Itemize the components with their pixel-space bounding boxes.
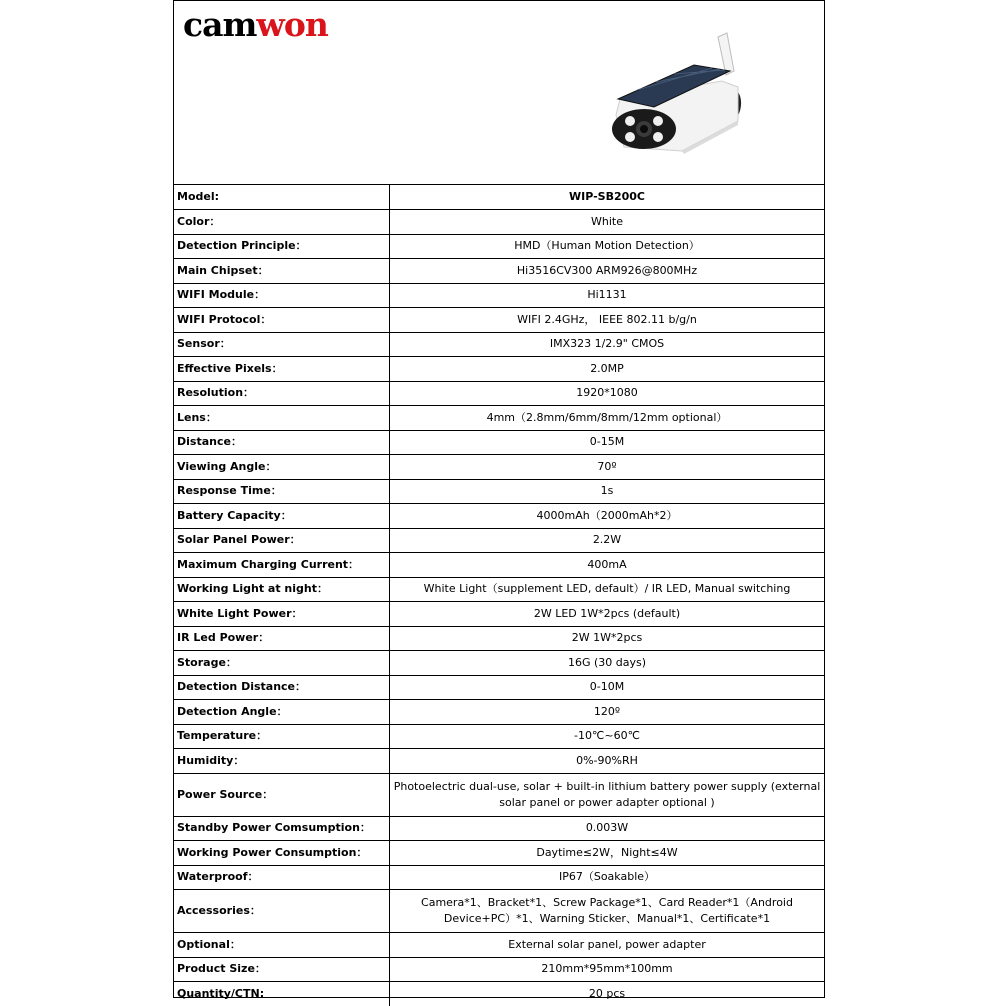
spec-value: White: [390, 210, 825, 235]
spec-row: [174, 553, 824, 578]
spec-row: [174, 957, 824, 982]
spec-row: [174, 381, 824, 406]
spec-label: Optional：: [174, 933, 390, 958]
spec-label: Color：: [174, 210, 390, 235]
spec-value: 400mA: [390, 553, 825, 578]
spec-table: [174, 185, 824, 1006]
spec-row: [174, 577, 824, 602]
spec-value: WIFI 2.4GHz， IEEE 802.11 b/g/n: [390, 308, 825, 333]
spec-label: WIFI Module：: [174, 283, 390, 308]
spec-value: External solar panel, power adapter: [390, 933, 825, 958]
spec-label: WIFI Protocol：: [174, 308, 390, 333]
spec-row: [174, 749, 824, 774]
spec-value: Photoelectric dual-use, solar + built-in lithium battery power supply (external solar panel or power adapter optional ): [390, 773, 825, 816]
spec-label: Sensor：: [174, 332, 390, 357]
header: [174, 1, 824, 185]
spec-label: Detection Distance：: [174, 675, 390, 700]
spec-row: [174, 357, 824, 382]
spec-label: Battery Capacity：: [174, 504, 390, 529]
spec-row: [174, 933, 824, 958]
spec-value: Hi1131: [390, 283, 825, 308]
spec-table-body: [174, 185, 824, 1006]
spec-value: 0-10M: [390, 675, 825, 700]
spec-value: 1s: [390, 479, 825, 504]
spec-label: Main Chipset：: [174, 259, 390, 284]
spec-label: Quantity/CTN:: [174, 982, 390, 1006]
spec-value: 2W 1W*2pcs: [390, 626, 825, 651]
spec-sheet: [173, 0, 825, 998]
spec-value: 2.0MP: [390, 357, 825, 382]
spec-label: Lens：: [174, 406, 390, 431]
spec-row: [174, 626, 824, 651]
spec-row: [174, 283, 824, 308]
spec-value: WIP-SB200C: [390, 185, 825, 210]
spec-value: Camera*1、Bracket*1、Screw Package*1、Card Reader*1（Android Device+PC）*1、Warning Sticker、Manual*1、Certificate*1: [390, 890, 825, 933]
spec-label: Temperature：: [174, 724, 390, 749]
spec-label: Response Time：: [174, 479, 390, 504]
spec-label: Standby Power Comsumption：: [174, 816, 390, 841]
spec-label: Humidity：: [174, 749, 390, 774]
spec-value: HMD（Human Motion Detection）: [390, 234, 825, 259]
spec-row: [174, 332, 824, 357]
brand-logo: [183, 5, 328, 45]
spec-label: Working Power Consumption：: [174, 841, 390, 866]
spec-value: 0.003W: [390, 816, 825, 841]
spec-row: [174, 602, 824, 627]
spec-value: 4mm（2.8mm/6mm/8mm/12mm optional）: [390, 406, 825, 431]
spec-row: [174, 700, 824, 725]
spec-label: Solar Panel Power：: [174, 528, 390, 553]
spec-row: [174, 455, 824, 480]
spec-value: IMX323 1/2.9" CMOS: [390, 332, 825, 357]
spec-row: [174, 406, 824, 431]
spec-label: Working Light at night：: [174, 577, 390, 602]
spec-value: 2W LED 1W*2pcs (default): [390, 602, 825, 627]
spec-row: [174, 430, 824, 455]
spec-row: [174, 675, 824, 700]
solar-camera-image: [610, 29, 750, 154]
spec-label: Model:: [174, 185, 390, 210]
spec-value: IP67（Soakable）: [390, 865, 825, 890]
spec-row: [174, 185, 824, 210]
spec-value: 70º: [390, 455, 825, 480]
spec-row: [174, 479, 824, 504]
spec-row: [174, 308, 824, 333]
spec-label: Power Source：: [174, 773, 390, 816]
logo-part-red: won: [256, 5, 327, 44]
spec-label: White Light Power：: [174, 602, 390, 627]
spec-value: 4000mAh（2000mAh*2）: [390, 504, 825, 529]
spec-label: Product Size：: [174, 957, 390, 982]
spec-value: 210mm*95mm*100mm: [390, 957, 825, 982]
spec-value: 0-15M: [390, 430, 825, 455]
logo-part-black: cam: [183, 5, 256, 44]
spec-value: 2.2W: [390, 528, 825, 553]
spec-row: [174, 651, 824, 676]
spec-label: Detection Principle：: [174, 234, 390, 259]
spec-row: [174, 210, 824, 235]
spec-value: -10℃~60℃: [390, 724, 825, 749]
spec-label: Detection Angle：: [174, 700, 390, 725]
spec-row: [174, 773, 824, 816]
spec-value: 16G (30 days): [390, 651, 825, 676]
spec-value: 0%-90%RH: [390, 749, 825, 774]
spec-row: [174, 841, 824, 866]
spec-label: Waterproof：: [174, 865, 390, 890]
spec-label: Maximum Charging Current：: [174, 553, 390, 578]
spec-value: 120º: [390, 700, 825, 725]
spec-row: [174, 865, 824, 890]
spec-value: White Light（supplement LED, default）/ IR LED, Manual switching: [390, 577, 825, 602]
spec-value: Daytime≤2W，Night≤4W: [390, 841, 825, 866]
spec-row: [174, 259, 824, 284]
spec-label: Accessories：: [174, 890, 390, 933]
spec-row: [174, 504, 824, 529]
spec-label: Effective Pixels：: [174, 357, 390, 382]
spec-row: [174, 816, 824, 841]
spec-label: IR Led Power：: [174, 626, 390, 651]
spec-value: 20 pcs: [390, 982, 825, 1006]
spec-row: [174, 890, 824, 933]
spec-row: [174, 528, 824, 553]
spec-value: Hi3516CV300 ARM926@800MHz: [390, 259, 825, 284]
spec-value: 1920*1080: [390, 381, 825, 406]
spec-row: [174, 982, 824, 1006]
spec-label: Distance：: [174, 430, 390, 455]
spec-label: Viewing Angle：: [174, 455, 390, 480]
spec-label: Resolution：: [174, 381, 390, 406]
spec-row: [174, 234, 824, 259]
spec-row: [174, 724, 824, 749]
spec-label: Storage：: [174, 651, 390, 676]
